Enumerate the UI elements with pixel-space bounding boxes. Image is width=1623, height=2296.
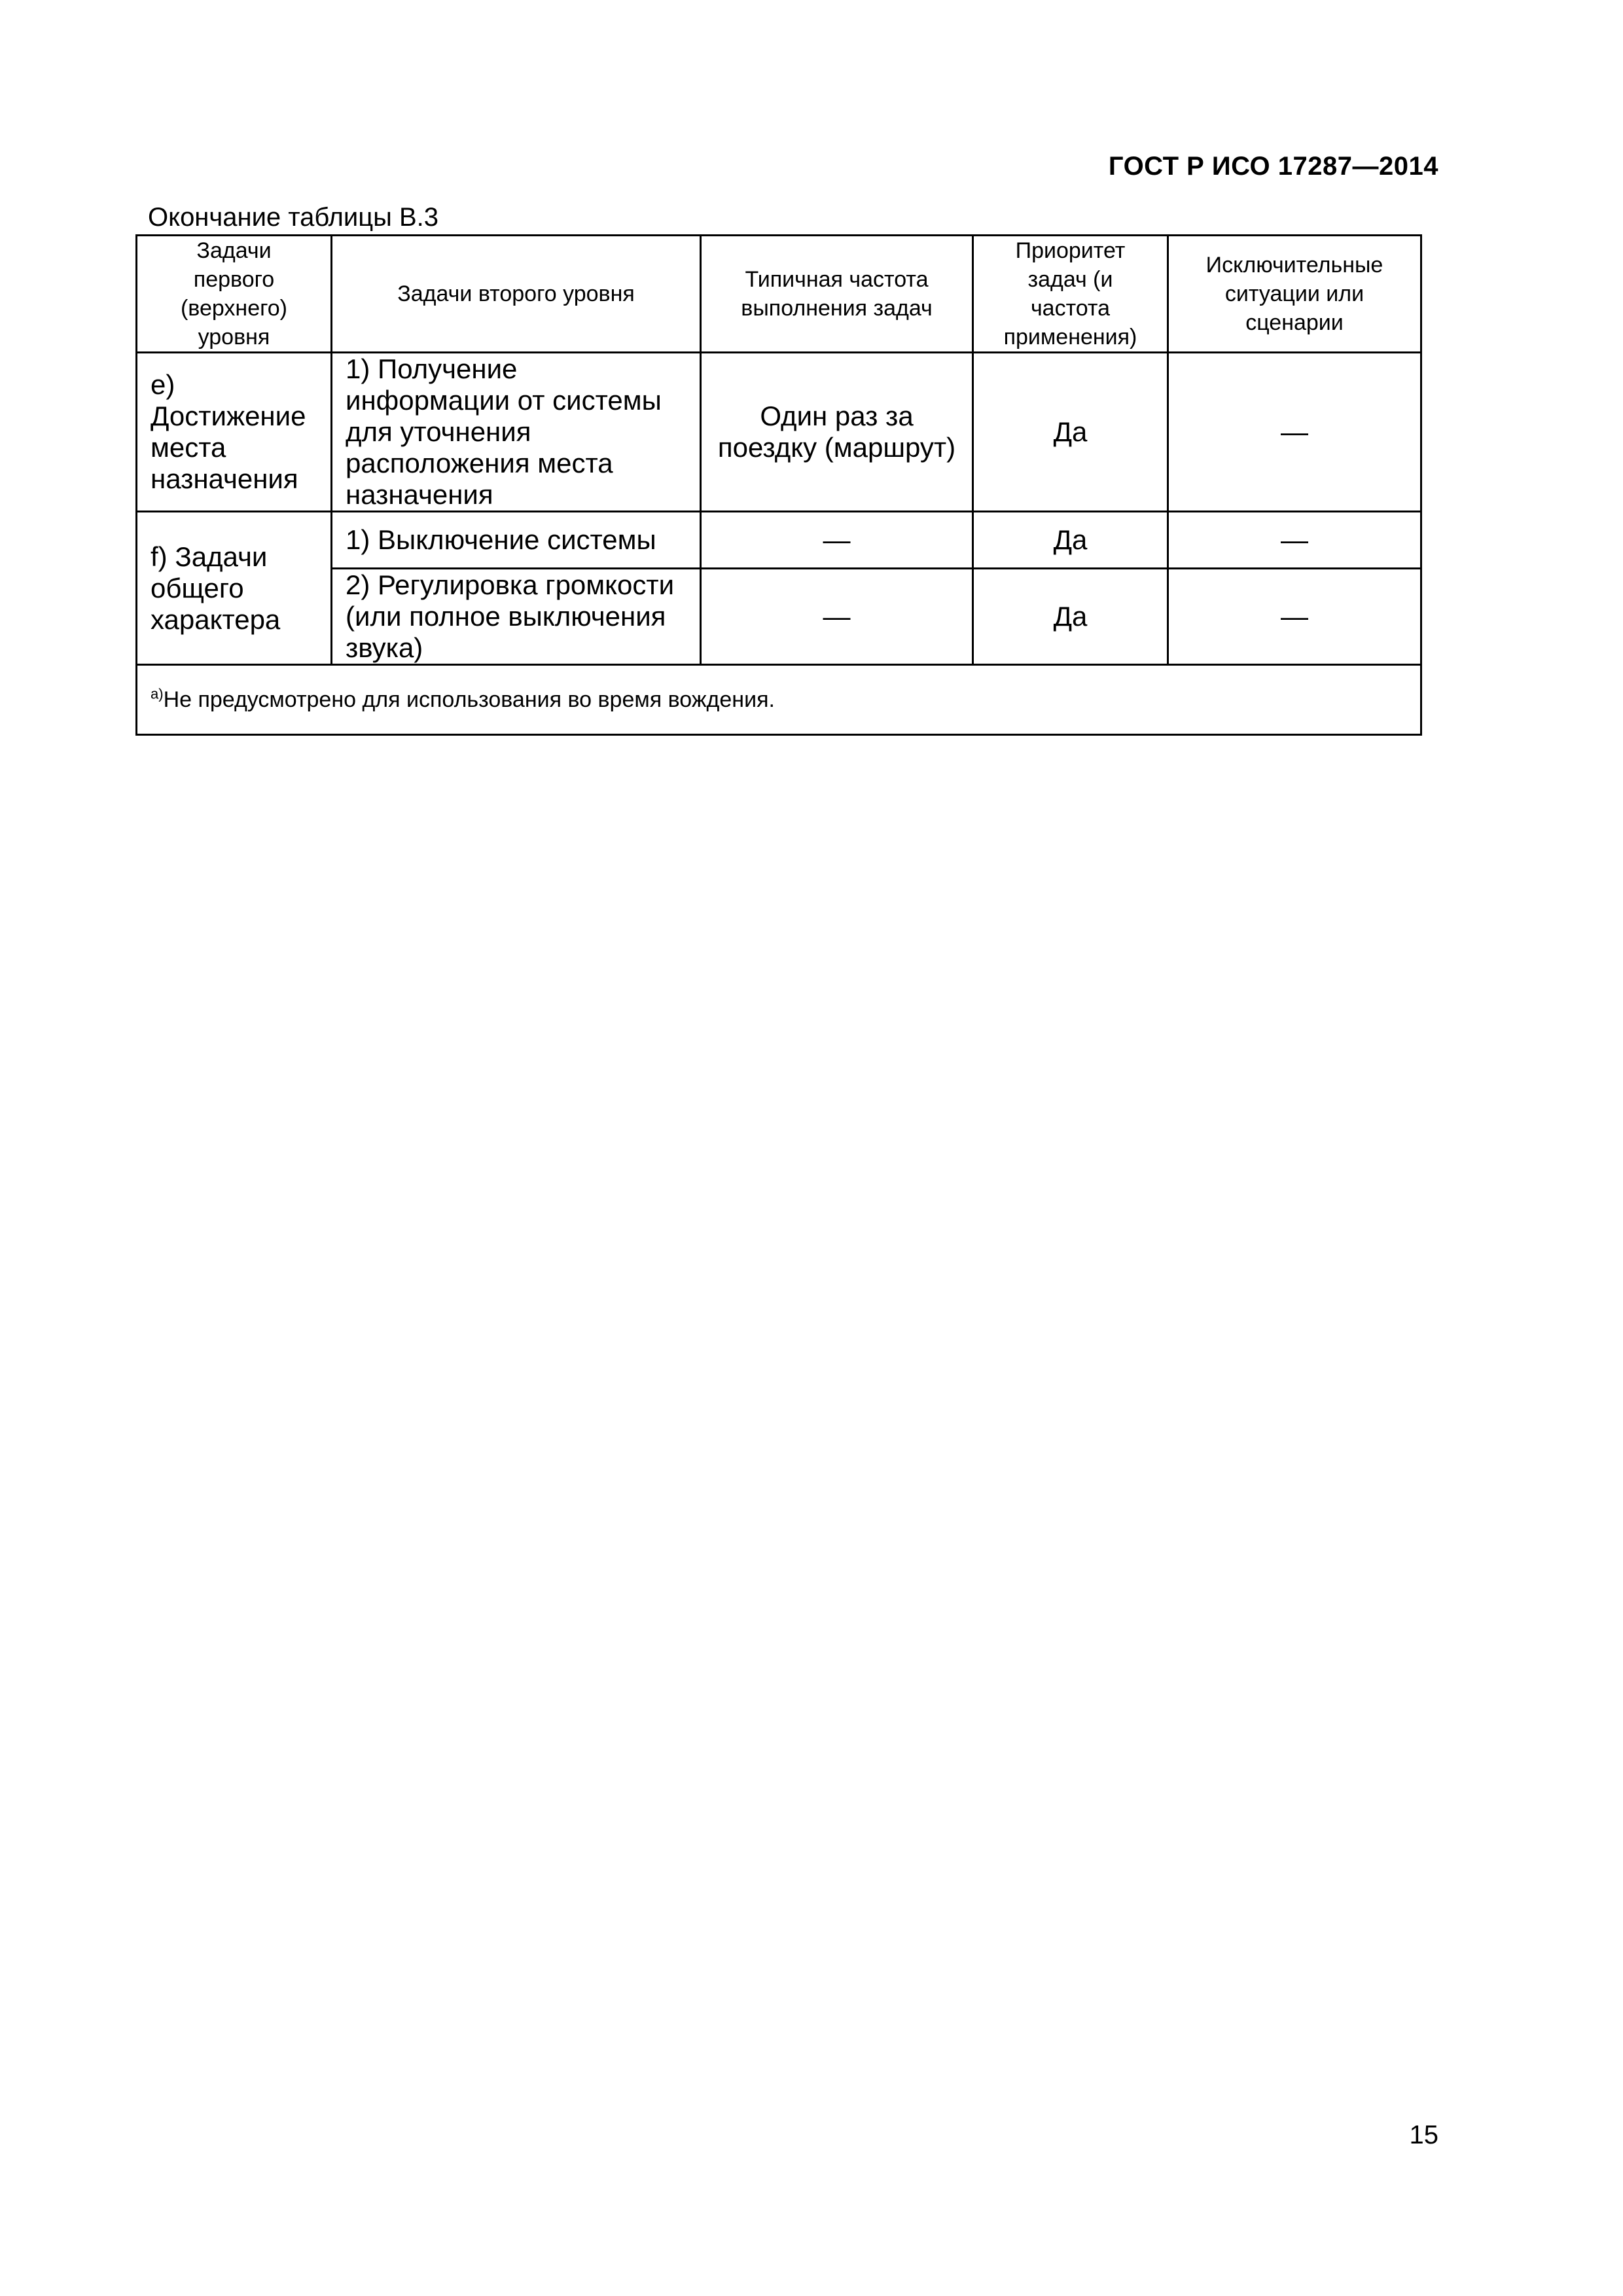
table-row	[137, 353, 1421, 512]
cell-second-level: 1) Получение информации от системы для уточнения расположения места назначения	[332, 353, 701, 512]
column-header-priority: Приоритет задач (и частота применения)	[973, 236, 1168, 353]
column-header-frequency: Типичная частота выполнения задач	[701, 236, 973, 353]
cell-exceptions: —	[1168, 569, 1421, 665]
table-header-row	[137, 236, 1421, 353]
table-row	[137, 512, 1421, 569]
cell-frequency: —	[701, 512, 973, 569]
column-header-first-level: Задачи первого (верхнего) уровня	[137, 236, 332, 353]
cell-second-level: 1) Выключение системы	[332, 512, 701, 569]
table-footnote	[137, 665, 1421, 735]
footnote-marker: а)	[151, 685, 164, 702]
cell-first-level: е) Достижение места назначения	[137, 353, 332, 512]
cell-exceptions: —	[1168, 353, 1421, 512]
cell-priority: Да	[973, 569, 1168, 665]
document-standard-id: ГОСТ Р ИСО 17287—2014	[1108, 152, 1438, 181]
cell-priority: Да	[973, 353, 1168, 512]
table-footnote-row	[137, 665, 1421, 735]
tasks-table	[135, 234, 1422, 736]
cell-exceptions: —	[1168, 512, 1421, 569]
page-number: 15	[1409, 2121, 1438, 2149]
cell-frequency: —	[701, 569, 973, 665]
cell-priority: Да	[973, 512, 1168, 569]
column-header-exceptions: Исключительные ситуации или сценарии	[1168, 236, 1421, 353]
cell-first-level: f) Задачи общего характера	[137, 512, 332, 665]
table-caption: Окончание таблицы В.3	[148, 203, 439, 232]
column-header-second-level: Задачи второго уровня	[332, 236, 701, 353]
footnote-text: Не предусмотрено для использования во время вождения.	[163, 687, 775, 712]
cell-frequency: Один раз за поездку (маршрут)	[701, 353, 973, 512]
cell-second-level: 2) Регулировка громкости (или полное выключения звука)	[332, 569, 701, 665]
